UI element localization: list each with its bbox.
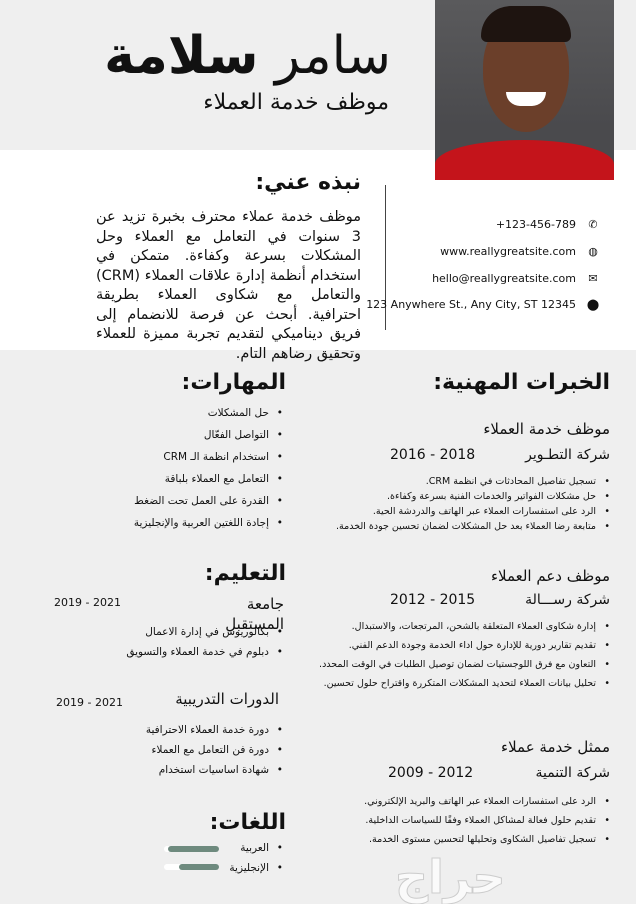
job-bullets-1 bbox=[310, 474, 610, 534]
job-bullets-2 bbox=[300, 617, 610, 693]
school-name: جامعة المستقبل bbox=[225, 595, 284, 633]
list-item: • العربية bbox=[203, 838, 283, 858]
list-item: • التعامل مع العملاء بلباقة bbox=[83, 468, 283, 490]
list-item: • القدرة على العمل تحت الضغط bbox=[83, 490, 283, 512]
list-item: • تقديم حلول فعالة لمشاكل العملاء وفقًا للسياسات الداخلية. bbox=[320, 811, 610, 830]
contact-address bbox=[340, 298, 600, 311]
company-3: شركة التنمية bbox=[535, 765, 610, 781]
job-title-3: ممثل خدمة عملاء bbox=[501, 738, 610, 756]
education-dates: 2019 - 2021 bbox=[54, 596, 121, 609]
list-item: • تقديم تقارير دورية للإدارة حول اداء الخدمة وجودة الدعم الفني. bbox=[300, 636, 610, 655]
contact-email[interactable] bbox=[340, 272, 600, 285]
list-item: • تسجيل تفاصيل الشكاوى وتحليلها لتحسين مستوى الخدمة. bbox=[320, 830, 610, 849]
list-item: • حل المشكلات bbox=[83, 402, 283, 424]
courses-dates: 2019 - 2021 bbox=[56, 696, 123, 709]
full-name bbox=[104, 26, 391, 86]
english-level-fill bbox=[179, 864, 219, 870]
list-item: • التواصل الفعّال bbox=[83, 424, 283, 446]
email-link[interactable]: hello@reallygreatsite.com bbox=[432, 272, 576, 285]
arabic-level-fill bbox=[168, 846, 219, 852]
skills-heading: المهارات: bbox=[181, 370, 286, 395]
education-list bbox=[63, 622, 283, 662]
list-item: • إجادة اللغتين العربية والإنجليزية bbox=[83, 512, 283, 534]
globe-icon: ◍ bbox=[588, 245, 598, 258]
location-icon: ⬤ bbox=[586, 298, 600, 311]
watermark: حراج bbox=[395, 850, 506, 904]
address-text: 123 Anywhere St., Any City, ST 12345 bbox=[366, 298, 576, 311]
list-item: • التعاون مع فرق اللوجستيات لضمان توصيل الطلبات في الوقت المحدد. bbox=[300, 655, 610, 674]
first-name: سامر bbox=[275, 26, 391, 86]
list-item: • استخدام انظمة الـ CRM bbox=[83, 446, 283, 468]
list-item: • إدارة شكاوى العملاء المتعلقة بالشحن، المرتجعات، والاستبدال. bbox=[300, 617, 610, 636]
job-title: موظف خدمة العملاء bbox=[203, 90, 389, 115]
list-item: • بكالوريوس في إدارة الاعمال bbox=[63, 622, 283, 642]
job-title-2: موظف دعم العملاء bbox=[490, 567, 610, 585]
list-item: • دبلوم في خدمة العملاء والتسويق bbox=[63, 642, 283, 662]
list-item: • دورة خدمة العملاء الاحترافية bbox=[63, 720, 283, 740]
courses-heading: الدورات التدريبية bbox=[175, 690, 279, 708]
list-item: • دورة فن التعامل مع العملاء bbox=[63, 740, 283, 760]
list-item: • متابعة رضا العملاء بعد حل المشكلات لضمان تحسين جودة الخدمة. bbox=[310, 519, 610, 534]
company-1: شركة التطـوير bbox=[525, 447, 610, 463]
company-2: شركة رســـالة bbox=[525, 592, 610, 608]
mail-icon: ✉ bbox=[588, 272, 598, 285]
list-item: • تسجيل تفاصيل المحادثات في انظمة CRM. bbox=[310, 474, 610, 489]
list-item: • الرد على استفسارات العملاء عبر الهاتف والبريد الإلكتروني. bbox=[320, 792, 610, 811]
arabic-level-bar bbox=[164, 846, 219, 852]
skills-list bbox=[83, 402, 283, 534]
contact-website[interactable] bbox=[340, 245, 600, 258]
english-level-bar bbox=[164, 864, 219, 870]
dates-1: 2016 - 2018 bbox=[390, 447, 476, 463]
last-name: سلامة bbox=[104, 26, 259, 86]
about-heading: نبذه عني: bbox=[255, 170, 361, 195]
languages-list bbox=[203, 838, 283, 878]
experience-heading: الخبرات المهنية: bbox=[433, 370, 610, 395]
education-heading: التعليم: bbox=[204, 561, 286, 586]
phone-icon: ✆ bbox=[588, 218, 598, 231]
languages-heading: اللغات: bbox=[209, 810, 286, 835]
list-item: • شهادة اساسيات استخدام bbox=[63, 760, 283, 780]
about-text: موظف خدمة عملاء محترف بخبرة تزيد عن 3 سنوات في التعامل مع العملاء وحل المشكلات بسرعة وكفاءة. متمكن في استخدام أنظمة إدارة علاقات العملاء (CRM) والتعامل مع شكاوى العملاء بطريقة احترافية. أبحث عن فرصة للانضمام إلى فريق ديناميكي لتقديم تجربة مميزة للعملاء وتحقيق رضاهم التام. bbox=[96, 209, 361, 362]
profile-photo bbox=[435, 0, 614, 180]
dates-2: 2012 - 2015 bbox=[390, 592, 476, 608]
website-link[interactable]: www.reallygreatsite.com bbox=[440, 245, 576, 258]
phone-text: +123-456-789 bbox=[495, 218, 576, 231]
job-title-1: موظف خدمة العملاء bbox=[483, 420, 610, 438]
job-bullets-3 bbox=[320, 792, 610, 849]
dates-3: 2009 - 2012 bbox=[388, 765, 474, 781]
courses-list bbox=[63, 720, 283, 780]
list-item: • الرد على استفسارات العملاء عبر الهاتف والدردشة الحية. bbox=[310, 504, 610, 519]
list-item: • الإنجليزية bbox=[203, 858, 283, 878]
contact-phone bbox=[340, 218, 600, 231]
list-item: • حل مشكلات الفواتير والخدمات الفنية بسرعة وكفاءة. bbox=[310, 489, 610, 504]
list-item: • تحليل بيانات العملاء لتحديد المشكلات المتكررة واقتراح حلول تحسين. bbox=[300, 674, 610, 693]
